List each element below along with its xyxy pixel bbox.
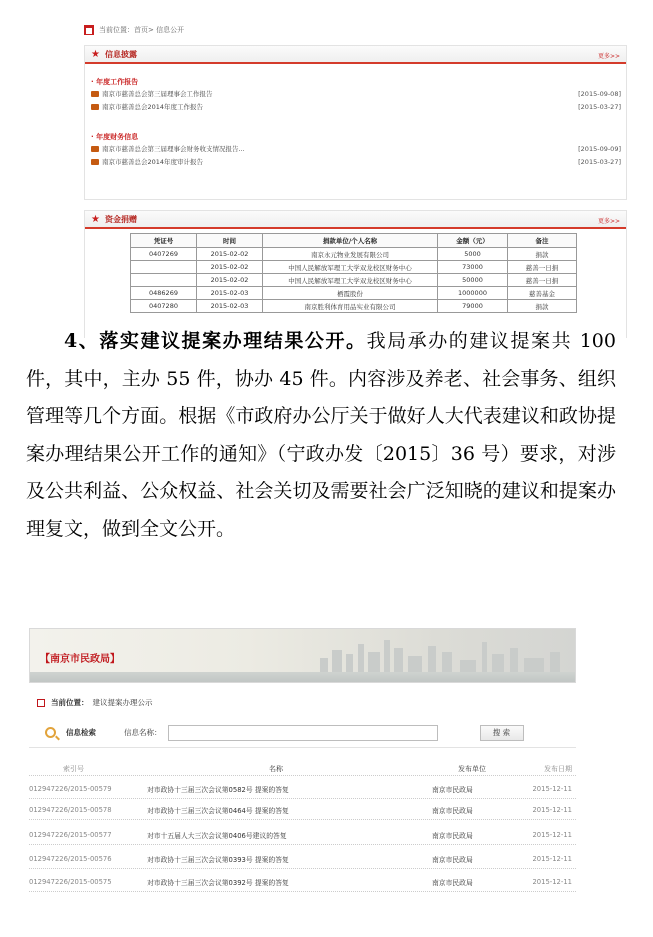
cell: 73000 (438, 261, 508, 274)
cell: 1000000 (438, 287, 508, 300)
item-date: [2015-09-08] (578, 89, 621, 98)
table-row[interactable] (29, 872, 576, 892)
table-row[interactable] (29, 825, 576, 845)
column-header: 凭证号 (131, 234, 197, 248)
cell: 南京胜利体育用品实业有限公司 (263, 300, 438, 313)
list-item[interactable] (91, 88, 621, 99)
item-title[interactable]: 南京市慈善总会2014年度工作报告 (102, 103, 204, 111)
item-date: [2015-03-27] (578, 157, 621, 166)
list-item[interactable] (91, 143, 621, 154)
table-row (131, 287, 577, 300)
cell: 0407269 (131, 248, 197, 261)
cell: 50000 (438, 274, 508, 287)
row-index: 012947226/2015-00577 (29, 830, 112, 839)
row-date: 2015-12-11 (532, 784, 572, 793)
group-heading: · 年度财务信息 (91, 133, 139, 141)
row-index: 012947226/2015-00579 (29, 784, 112, 793)
row-unit: 南京市民政局 (432, 831, 473, 840)
row-index: 012947226/2015-00576 (29, 854, 112, 863)
group-heading: · 年度工作报告 (91, 78, 139, 86)
info-panel-title: 信息披露 (104, 49, 137, 59)
column-header: 金额（元） (438, 234, 508, 248)
item-title[interactable]: 南京市慈善总会2014年度审计报告 (102, 158, 204, 166)
cell: 5000 (438, 248, 508, 261)
donation-panel-title: 资金捐赠 (104, 214, 137, 224)
item-date: [2015-03-27] (578, 102, 621, 111)
location-icon (37, 699, 45, 707)
home-icon (84, 25, 94, 35)
table-row[interactable] (29, 800, 576, 820)
column-header: 时间 (197, 234, 263, 248)
breadcrumb (37, 697, 153, 708)
folder-icon (91, 104, 99, 110)
row-unit: 南京市民政局 (432, 855, 473, 864)
cell: 慈善一日捐 (508, 274, 577, 287)
folder-icon (91, 159, 99, 165)
row-date: 2015-12-11 (532, 830, 572, 839)
cell: 栖霞股份 (263, 287, 438, 300)
search-title: 信息检索 (66, 728, 96, 737)
paragraph-body: 我局承办的建议提案共 100 件，其中，主办 55 件，协办 45 件。内容涉及养老、社会事务、组织管理等几个方面。根据《市政府办公厅关于做好人大代表建议和政协提案办理结果公开工作的通知》（宁政办发〔2015〕36 号）要求，对涉及公共利益、公众权益、社会关切及需要社会广泛知晓的建议和提案办理复文，做到全文公开。 (26, 330, 616, 540)
item-title[interactable]: 南京市慈善总会第三届理事会工作报告 (102, 90, 213, 98)
row-unit: 南京市民政局 (432, 878, 473, 887)
row-title-link[interactable]: 对市政协十三届三次会议第0464号 提案的答复 (147, 806, 289, 815)
item-date: [2015-09-09] (578, 144, 621, 153)
donation-panel-header (85, 211, 626, 229)
cell: 捐款 (508, 300, 577, 313)
banner-title[interactable]: 【南京市民政局】 (40, 654, 120, 665)
search-label: 信息名称： (124, 728, 162, 737)
row-index: 012947226/2015-00575 (29, 877, 112, 886)
table-header-row (131, 234, 577, 248)
row-title-link[interactable]: 对市政协十三届三次会议第0582号 提案的答复 (147, 785, 289, 794)
star-icon: ★ (91, 48, 100, 60)
table-row[interactable] (29, 779, 576, 799)
table-row (131, 248, 577, 261)
row-title-link[interactable]: 对市十五届人大三次会议第0406号建议的答复 (147, 831, 287, 840)
breadcrumb (84, 20, 627, 40)
row-date: 2015-12-11 (532, 877, 572, 886)
list-header (29, 762, 576, 776)
cell: 0486269 (131, 287, 197, 300)
cell: 慈善基金 (508, 287, 577, 300)
breadcrumb-text[interactable]: 当前位置：首页> 信息公开 (99, 26, 185, 34)
row-date: 2015-12-11 (532, 854, 572, 863)
cell (131, 274, 197, 287)
row-index: 012947226/2015-00578 (29, 805, 112, 814)
cell: 2015-02-03 (197, 287, 263, 300)
cell: 捐款 (508, 248, 577, 261)
column-header: 备注 (508, 234, 577, 248)
cell: 2015-02-03 (197, 300, 263, 313)
proposal-disclosure-screenshot (29, 628, 576, 898)
more-link[interactable]: 更多>> (597, 218, 620, 225)
info-panel (84, 45, 627, 200)
search-bar (29, 718, 576, 748)
donation-table (130, 233, 577, 313)
donation-panel (84, 210, 627, 338)
item-title[interactable]: 南京市慈善总会第三届理事会财务收支情况报告... (102, 145, 245, 153)
info-panel-header (85, 46, 626, 64)
cell: 南京永元物业发展有限公司 (263, 248, 438, 261)
cell: 慈善一日捐 (508, 261, 577, 274)
info-disclosure-screenshot (84, 18, 627, 320)
column-header-date: 发布日期 (544, 764, 572, 773)
cell: 79000 (438, 300, 508, 313)
list-item[interactable] (91, 156, 621, 167)
list-item[interactable] (91, 101, 621, 112)
search-button[interactable]: 搜 索 (480, 725, 524, 741)
table-row[interactable] (29, 849, 576, 869)
row-unit: 南京市民政局 (432, 785, 473, 794)
search-icon (45, 727, 56, 738)
row-title-link[interactable]: 对市政协十三届三次会议第0393号 提案的答复 (147, 855, 289, 864)
cell (131, 261, 197, 274)
row-unit: 南京市民政局 (432, 806, 473, 815)
table-row (131, 274, 577, 287)
city-skyline-image (310, 636, 570, 676)
body-paragraph (26, 323, 616, 548)
column-header-unit: 发布单位 (458, 764, 486, 773)
column-header-name: 名称 (269, 764, 283, 773)
folder-icon (91, 146, 99, 152)
search-input[interactable] (168, 725, 438, 741)
row-date: 2015-12-11 (532, 805, 572, 814)
more-link[interactable]: 更多>> (597, 53, 620, 60)
folder-icon (91, 91, 99, 97)
cell: 2015-02-02 (197, 261, 263, 274)
site-banner (29, 628, 576, 683)
cell: 中国人民解放军理工大学双龙校区财务中心 (263, 274, 438, 287)
cell: 2015-02-02 (197, 248, 263, 261)
column-header: 捐款单位/个人名称 (263, 234, 438, 248)
column-header-index: 索引号 (63, 764, 84, 773)
table-row (131, 261, 577, 274)
cell: 2015-02-02 (197, 274, 263, 287)
row-title-link[interactable]: 对市政协十三届三次会议第0392号 提案的答复 (147, 878, 289, 887)
cell: 0407280 (131, 300, 197, 313)
water-decoration (30, 672, 576, 682)
breadcrumb-value[interactable]: 建议提案办理公示 (92, 698, 153, 707)
cell: 中国人民解放军理工大学双龙校区财务中心 (263, 261, 438, 274)
table-row (131, 300, 577, 313)
paragraph-lead: 4、落实建议提案办理结果公开。 (64, 330, 367, 352)
star-icon: ★ (91, 213, 100, 225)
breadcrumb-label: 当前位置： (51, 698, 89, 707)
